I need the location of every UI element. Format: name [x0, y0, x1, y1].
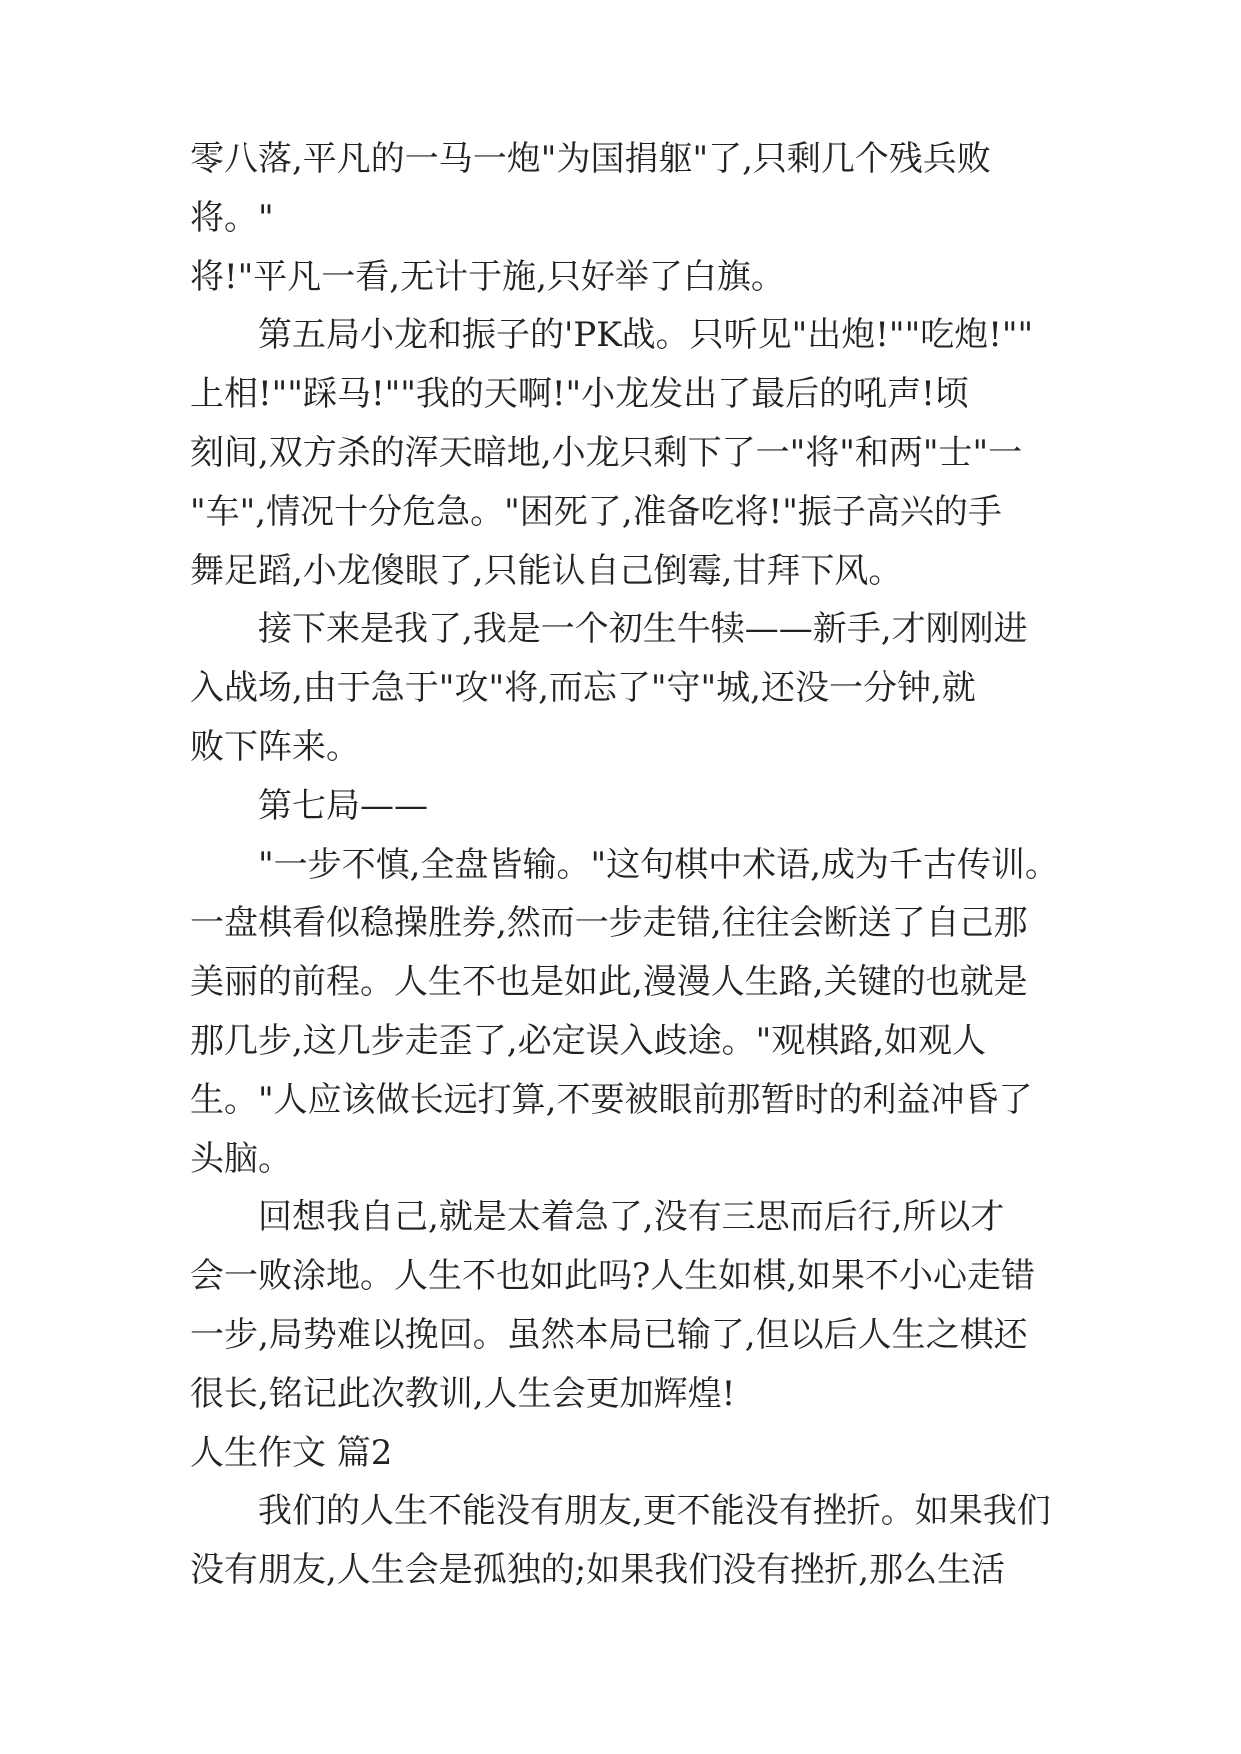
body-text: 零八落,平凡的一马一炮"为国捐躯"了,只剩几个残兵败将。" 将!"平凡一看,无计于施,只好举了白旗。 第五局小龙和振子的'PK战。只听见"出炮!""吃炮!"" 上相!""踩马!""我的天啊!"小龙发出了最后的吼声!顷 刻间,双方杀的浑天暗地,小龙只剩下了一"将"和两"士"一 "车",情况十分危急。"困死了,准备吃将!"振子高兴的手 舞足蹈,小龙傻眼了,只能认自己倒霉,甘拜下风。 接下来是我了,我是一个初生牛犊——新手,才刚刚进 入战场,由于急于"攻"将,而忘了"守"城,还没一分钟,就 败下阵来。 第七局—— "一步不慎,全盘皆输。"这句棋中术语,成为千古传训。 一盘棋看似稳操胜券,然而一步走错,往往会断送了自己那 美丽的前程。人生不也是如此,漫漫人生路,关键的也就是 那几步,这几步走歪了,必定误入歧途。"观棋路,如观人 生。"人应该做长远打算,不要被眼前那暂时的利益冲昏了 头脑。 回想我自己,就是太着急了,没有三思而后行,所以才 会一败涂地。人生不也如此吗?人生如棋,如果不小心走错 一步,局势难以挽回。虽然本局已输了,但以后人生之棋还 很长,铭记此次教训,人生会更加辉煌! 人生作文 篇2 我们的人生不能没有朋友,更不能没有挫折。如果我们 没有朋友,人生会是孤独的;如果我们没有挫折,那么生活: [190, 139, 1059, 1591]
